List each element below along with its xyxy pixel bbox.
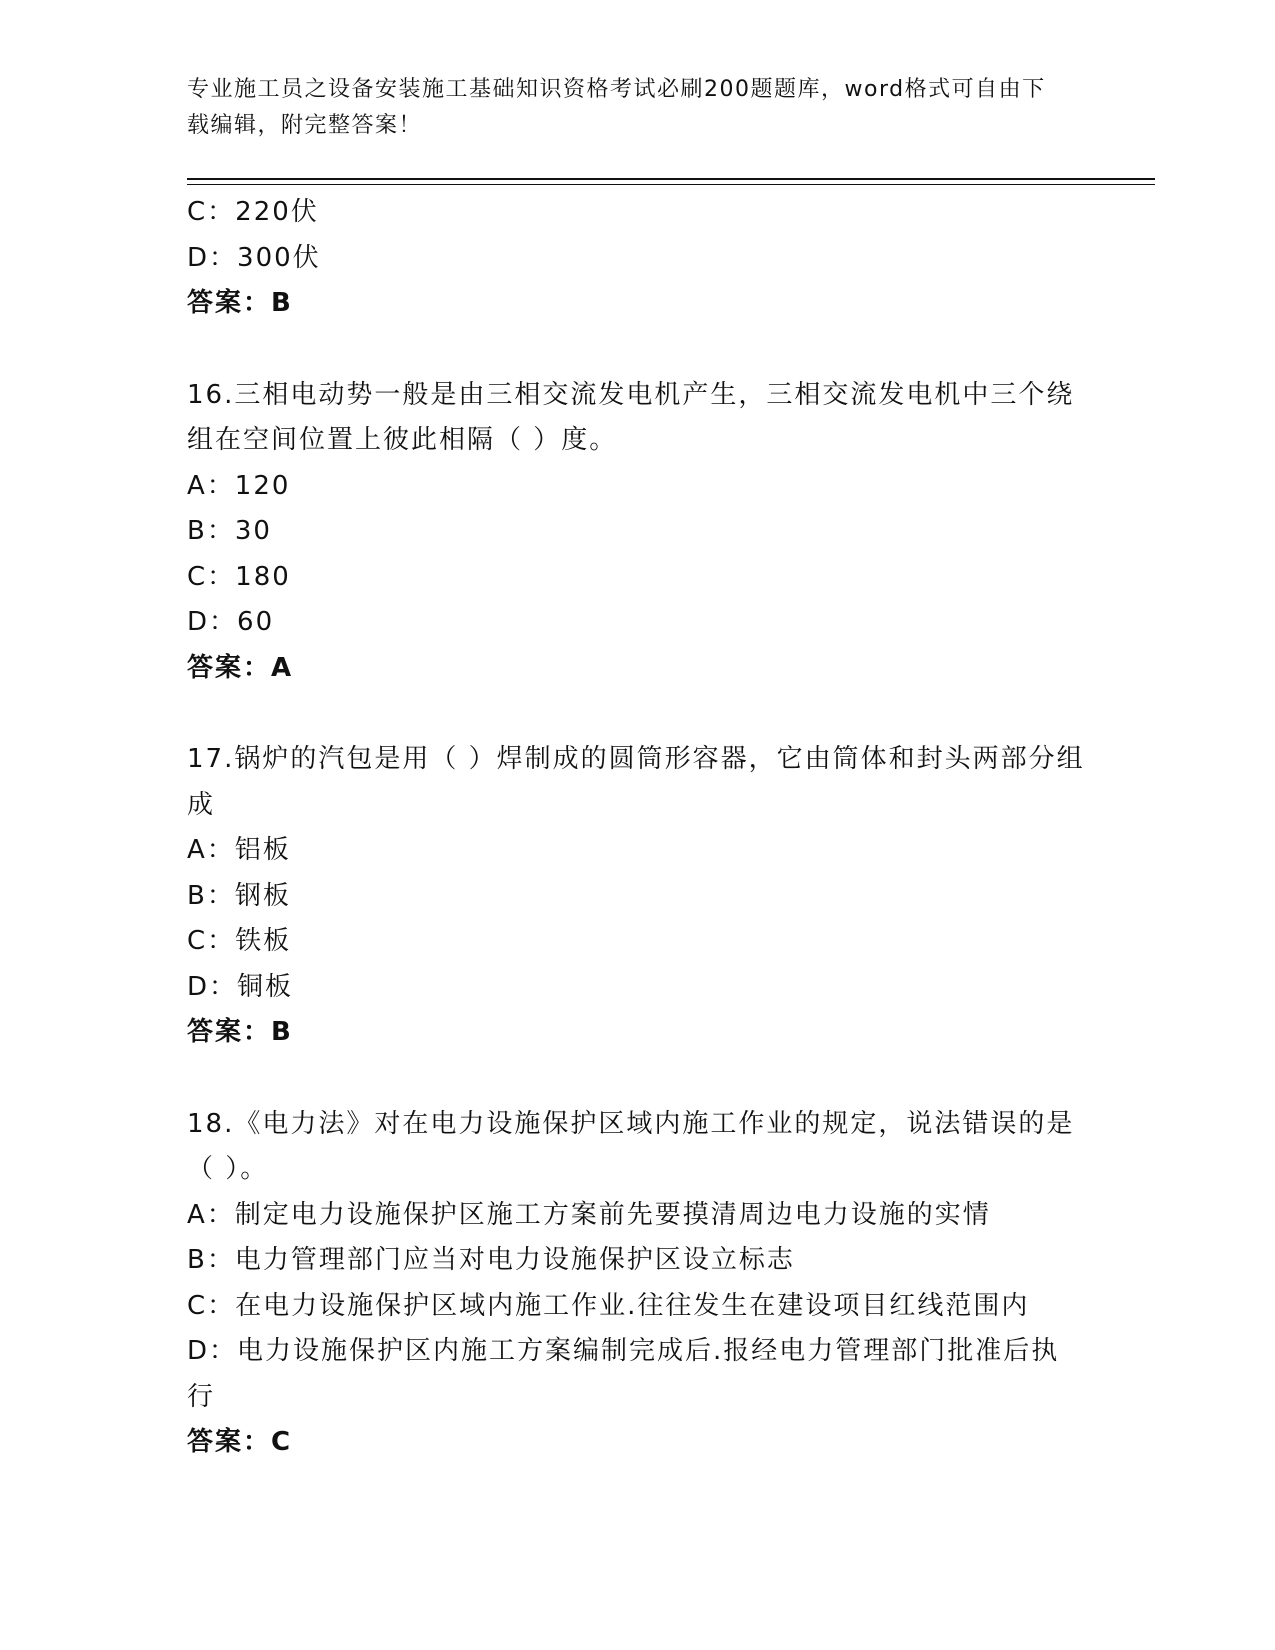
option-b: B：钢板 <box>187 880 291 911</box>
option-c: C：180 <box>187 561 291 592</box>
header-divider-thin <box>187 184 1155 185</box>
option-a: A：制定电力设施保护区施工方案前先要摸清周边电力设施的实情 <box>187 1199 991 1230</box>
spacer <box>187 691 1087 737</box>
question-stem: 16.三相电动势一般是由三相交流发电机产生，三相交流发电机中三个绕组在空间位置上彼此相隔（ ）度。 <box>187 379 1075 455</box>
previous-question-tail <box>187 190 1087 327</box>
answer-line: 答案：A <box>187 652 294 683</box>
answer-line: 答案：B <box>187 1017 293 1047</box>
option-a: A：铝板 <box>187 835 291 865</box>
answer-line: 答案：C <box>187 1427 293 1457</box>
question-17 <box>187 737 1087 1056</box>
option-a: A：120 <box>187 470 291 501</box>
question-18 <box>187 1102 1087 1466</box>
option-b: B：30 <box>187 516 272 546</box>
answer-line: 答案：B <box>187 288 293 318</box>
spacer <box>187 1056 1087 1102</box>
option-c: C：铁板 <box>187 926 292 956</box>
question-stem: 18.《电力法》对在电力设施保护区域内施工作业的规定，说法错误的是（ ）。 <box>187 1108 1075 1184</box>
option-d: D：铜板 <box>187 971 294 1002</box>
question-stem: 17.锅炉的汽包是用（ ）焊制成的圆筒形容器，它由筒体和封头两部分组成 <box>187 744 1085 820</box>
option-d: D：300伏 <box>187 242 321 273</box>
question-content <box>187 190 1087 1466</box>
option-c: C：220伏 <box>187 197 319 227</box>
option-b: B：电力管理部门应当对电力设施保护区设立标志 <box>187 1245 795 1275</box>
document-header-title: 专业施工员之设备安装施工基础知识资格考试必刷200题题库，word格式可自由下载编辑，附完整答案！ <box>187 77 1046 138</box>
option-d: D：60 <box>187 607 275 637</box>
option-d: D：电力设施保护区内施工方案编制完成后.报经电力管理部门批准后执行 <box>187 1336 1060 1412</box>
header-divider-thick <box>187 178 1155 180</box>
spacer <box>187 327 1087 373</box>
question-16 <box>187 373 1087 692</box>
option-c: C：在电力设施保护区域内施工作业.往往发生在建设项目红线范围内 <box>187 1290 1030 1321</box>
